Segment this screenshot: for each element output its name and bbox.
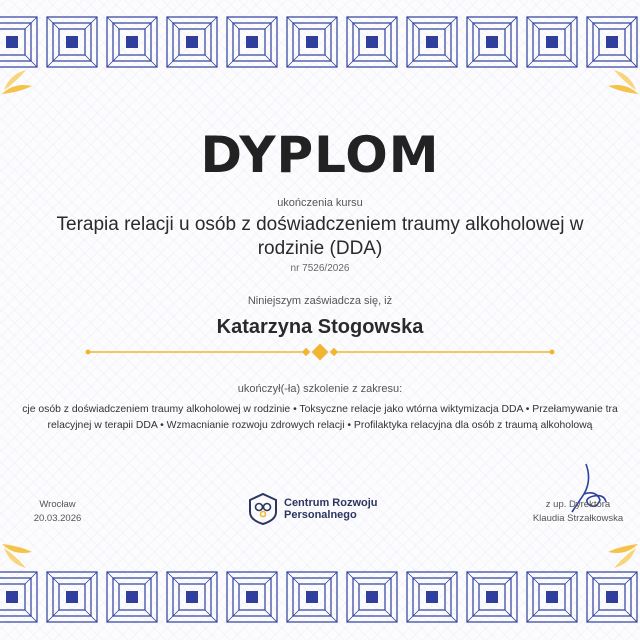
topics-line-2: relacyjnej w terapii DDA • Wzmacnianie rozwoju zdrowych relacji • Profilaktyka relacyjna dla osób z traumą alkoholową (47, 420, 593, 431)
gold-leaf-corner-top-right (600, 64, 640, 104)
square-tile-pattern (462, 567, 522, 627)
square-tile-pattern (522, 567, 582, 627)
bottom-border (0, 567, 640, 627)
training-topics (0, 402, 640, 434)
square-tile-pattern (462, 12, 522, 72)
square-tile-pattern (582, 12, 640, 72)
square-tile-pattern (282, 567, 342, 627)
diploma-title: DYPLOM (200, 126, 440, 184)
topics-line-1: cje osób z doświadczeniem traumy alkoholowej w rodzinie • Toksyczne relacje jako wtórna wiktymizacja DDA • Przełamywanie tra (22, 404, 618, 415)
square-tile-pattern (402, 567, 462, 627)
gold-leaf-corner-top-left (0, 64, 40, 104)
square-tile-pattern (222, 567, 282, 627)
completed-text: ukończył(-ła) szkolenie z zakresu: (237, 383, 403, 395)
place-date (20, 498, 95, 526)
square-tile-pattern (0, 12, 42, 72)
sign-role: z up. Dyrektora (545, 499, 611, 510)
gold-divider (84, 344, 556, 360)
logo-line-2: Personalnego (284, 509, 357, 521)
course-name: Terapia relacji u osób z doświadczeniem traumy alkoholowej w rodzinie (DDA) (56, 214, 584, 259)
brain-logo-icon (248, 492, 278, 526)
square-tile-pattern (0, 567, 42, 627)
gold-leaf-corner-bottom-right (600, 534, 640, 574)
gold-leaf-corner-bottom-left (0, 534, 40, 574)
square-tile-pattern (102, 567, 162, 627)
square-tile-pattern (162, 567, 222, 627)
square-tile-pattern (162, 12, 222, 72)
square-tile-pattern (282, 12, 342, 72)
diploma-number: nr 7526/2026 (290, 263, 350, 274)
date: 20.03.2026 (33, 513, 82, 524)
square-tile-pattern (42, 567, 102, 627)
signatory (522, 498, 634, 526)
top-border (0, 12, 640, 72)
city: Wrocław (39, 499, 76, 510)
square-tile-pattern (582, 567, 640, 627)
square-tile-pattern (42, 12, 102, 72)
square-tile-pattern (402, 12, 462, 72)
organization-logo (248, 492, 378, 526)
recipient-name: Katarzyna Stogowska (216, 316, 424, 338)
square-tile-pattern (522, 12, 582, 72)
certify-text: Niniejszym zaświadcza się, iż (247, 295, 393, 307)
sign-name: Klaudia Strzałkowska (532, 513, 624, 524)
course-subtitle: ukończenia kursu (277, 197, 363, 209)
logo-line-1: Centrum Rozwoju (284, 497, 378, 509)
square-tile-pattern (222, 12, 282, 72)
square-tile-pattern (102, 12, 162, 72)
square-tile-pattern (342, 12, 402, 72)
square-tile-pattern (342, 567, 402, 627)
